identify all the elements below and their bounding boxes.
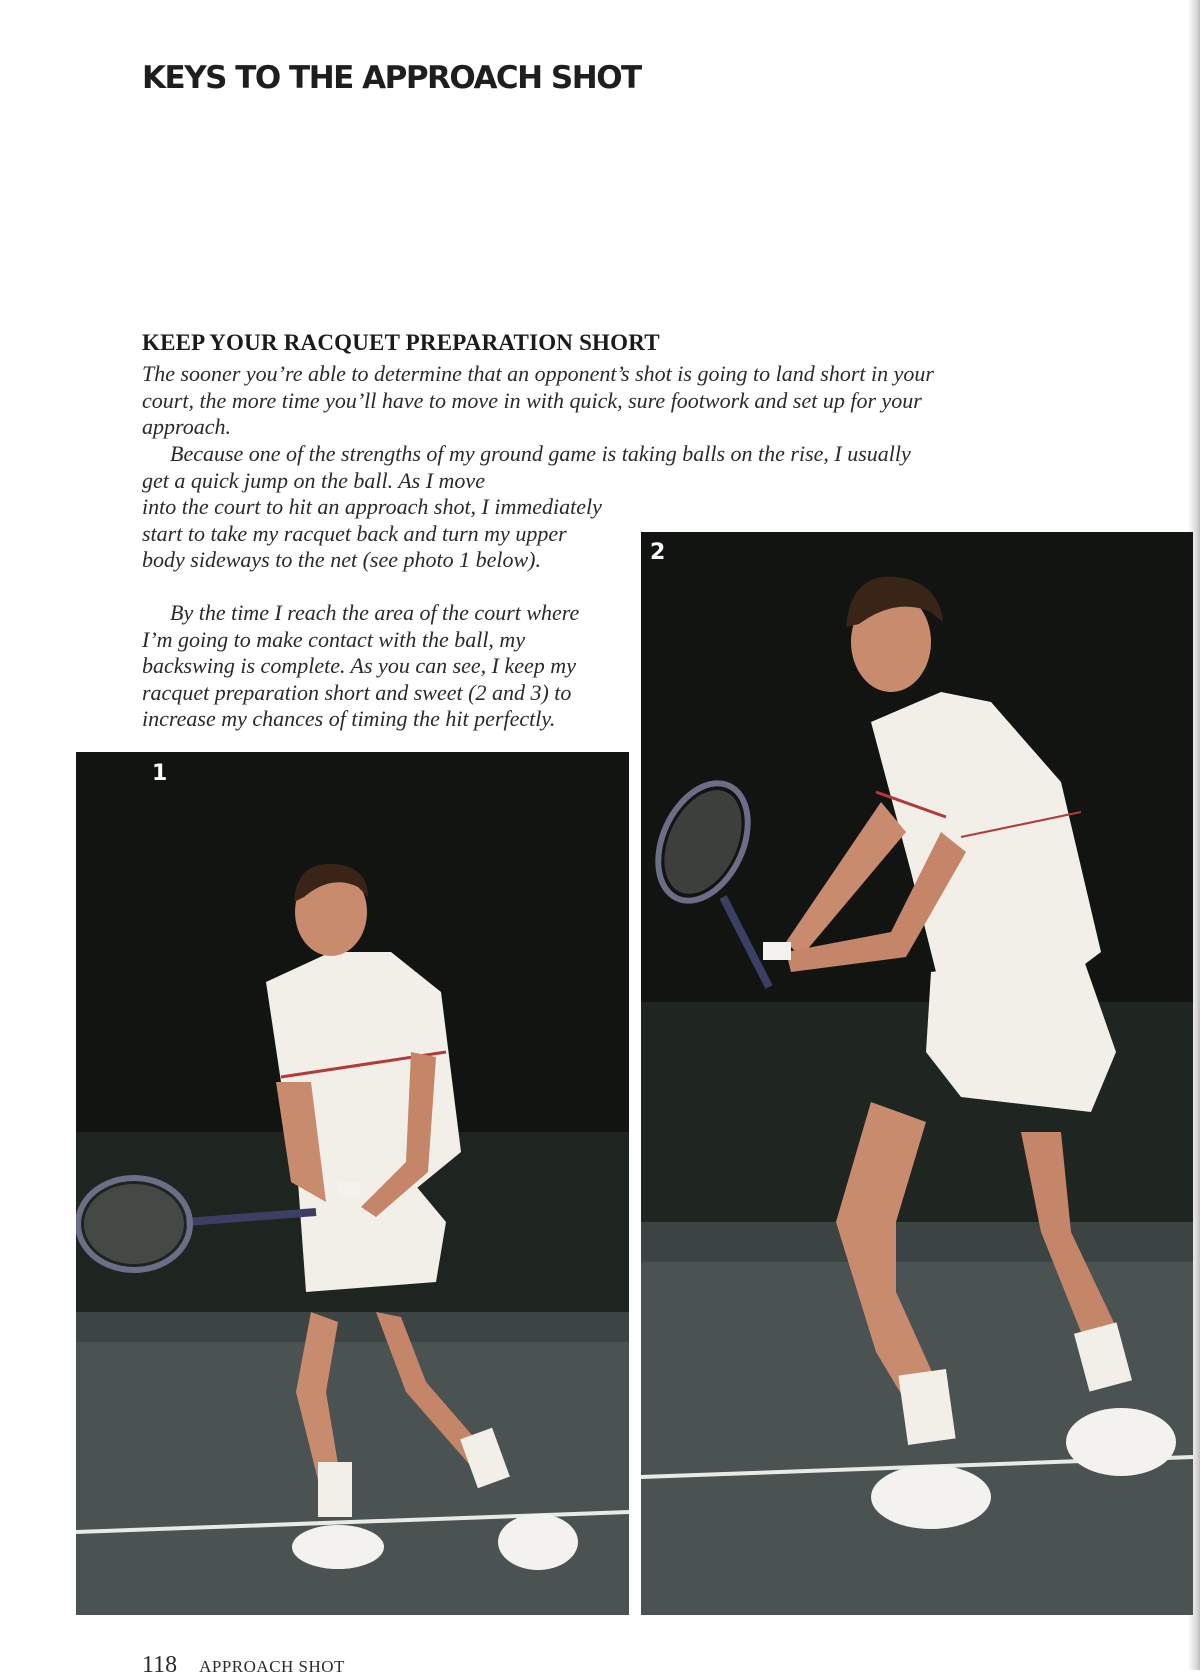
section-heading: KEEP YOUR RACQUET PREPARATION SHORT <box>142 330 660 355</box>
page-heading: KEYS TO THE APPROACH SHOT <box>142 60 641 96</box>
photo-1-illustration <box>76 752 629 1615</box>
body-paragraph-2: Because one of the strengths of my ground game is taking balls on the rise, I usually get a quick jump on the ball. As I move <box>142 441 911 493</box>
photo-1-number: 1 <box>152 761 168 786</box>
folio <box>142 1652 345 1679</box>
body-paragraph-4: By the time I reach the area of the court where I’m going to make contact with the ball, my backswing is complete. As you can see, I keep my racquet preparation short and sweet (2 and 3) to increase my chances of timing the hit perfectly. <box>142 600 580 731</box>
body-paragraph-1: The sooner you’re able to determine that an opponent’s shot is going to land short in your court, the more time you’ll have to move in with quick, sure footwork and set up for your approach. <box>142 361 934 439</box>
photo-2-number: 2 <box>650 540 666 565</box>
body-paragraph-3: into the court to hit an approach shot, I immediately start to take my racquet back and turn my upper body sideways to the net (see photo 1 below). <box>142 494 602 572</box>
photo-2 <box>641 532 1193 1615</box>
page-number: 118 <box>142 1652 178 1678</box>
running-footer-section: APPROACH SHOT <box>199 1657 345 1676</box>
photo-1 <box>76 752 629 1615</box>
photo-2-illustration <box>641 532 1193 1615</box>
